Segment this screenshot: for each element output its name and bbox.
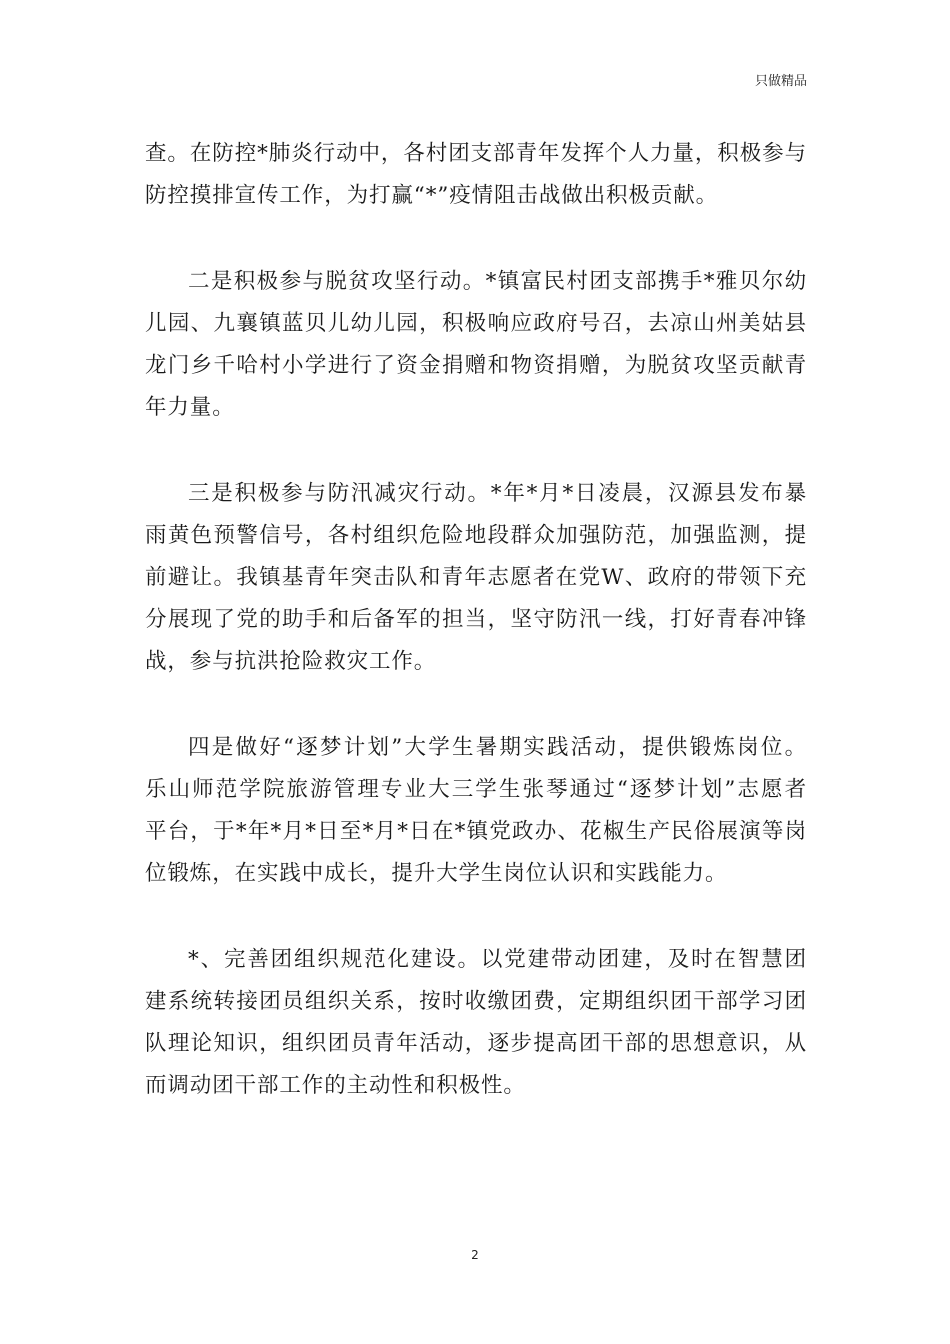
- paragraph-dream-plan: [145, 727, 807, 895]
- document-body: [145, 133, 807, 1151]
- paragraph-line: 三是积极参与防汛减灾行动。*年*月*日凌晨，汉源县发布暴: [188, 481, 807, 506]
- paragraph-organization-building: [145, 939, 807, 1107]
- paragraph-line: 前避让。我镇基青年突击队和青年志愿者在党W、政府的带领下充: [145, 565, 807, 590]
- paragraph-line: 查。在防控*肺炎行动中，各村团支部青年发挥个人力量，积极参与: [145, 141, 807, 166]
- header-note: 只做精品: [754, 74, 807, 89]
- paragraph-line: 雨黄色预警信号，各村组织危险地段群众加强防范，加强监测，提: [145, 523, 807, 548]
- paragraph-line: 龙门乡千哈村小学进行了资金捐赠和物资捐赠，为脱贫攻坚贡献青: [145, 353, 807, 378]
- paragraph-line: 而调动团干部工作的主动性和积极性。: [145, 1073, 526, 1098]
- paragraph-flood-prevention: [145, 473, 807, 683]
- paragraph-line: 战，参与抗洪抢险救灾工作。: [145, 649, 437, 674]
- paragraph-line: 队理论知识，组织团员青年活动，逐步提高团干部的思想意识，从: [145, 1031, 807, 1056]
- paragraph-line: 平台，于*年*月*日至*月*日在*镇党政办、花椒生产民俗展演等岗: [145, 819, 807, 844]
- paragraph-line: 位锻炼，在实践中成长，提升大学生岗位认识和实践能力。: [145, 861, 728, 886]
- paragraph-epidemic-continuation: [145, 133, 807, 217]
- paragraph-line: 年力量。: [145, 395, 235, 420]
- paragraph-line: 二是积极参与脱贫攻坚行动。*镇富民村团支部携手*雅贝尔幼: [188, 269, 807, 294]
- paragraph-poverty-alleviation: [145, 261, 807, 429]
- paragraph-line: 防控摸排宣传工作，为打赢“*”疫情阻击战做出积极贡献。: [145, 183, 719, 208]
- page-number: 2: [471, 1248, 479, 1262]
- paragraph-line: 儿园、九襄镇蓝贝儿幼儿园，积极响应政府号召，去凉山州美姑县: [145, 311, 807, 336]
- paragraph-line: *、完善团组织规范化建设。以党建带动团建，及时在智慧团: [188, 947, 807, 972]
- paragraph-line: 建系统转接团员组织关系，按时收缴团费，定期组织团干部学习团: [145, 989, 807, 1014]
- paragraph-line: 分展现了党的助手和后备军的担当，坚守防汛一线，打好青春冲锋: [145, 607, 807, 632]
- paragraph-line: 四是做好“逐梦计划”大学生暑期实践活动，提供锻炼岗位。: [188, 735, 807, 760]
- paragraph-line: 乐山师范学院旅游管理专业大三学生张琴通过“逐梦计划”志愿者: [145, 777, 807, 802]
